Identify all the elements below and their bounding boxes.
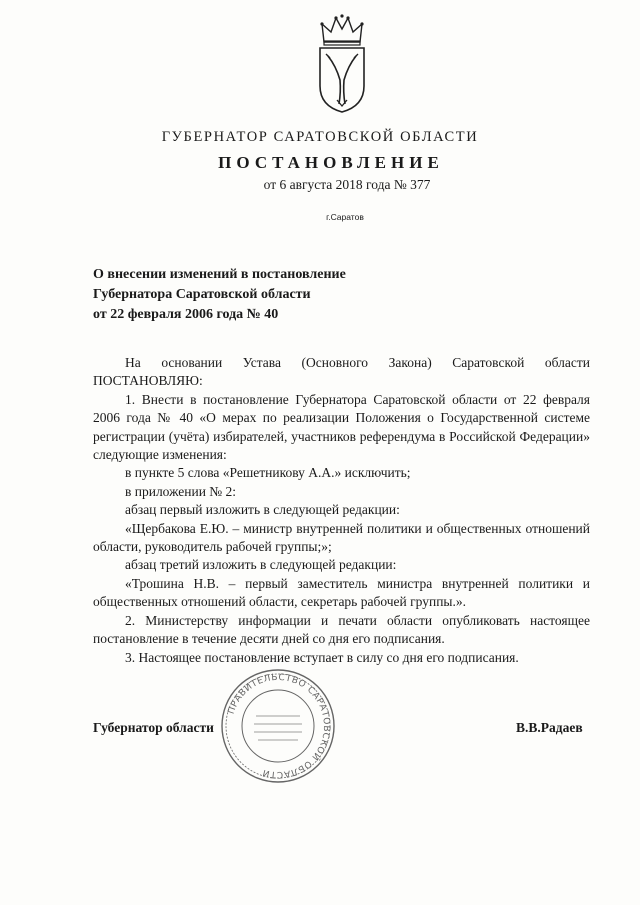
issuing-authority: ГУБЕРНАТОР САРАТОВСКОЙ ОБЛАСТИ <box>161 129 479 145</box>
body-paragraph: абзац третий изложить в следующей редакции: <box>125 557 397 573</box>
body-paragraph: «Щербакова Е.Ю. – министр внутренней политики и общественных отношений области, руководитель рабочей группы;»; <box>93 520 590 555</box>
title-line: от 22 февраля 2006 года № 40 <box>93 307 279 322</box>
body-paragraph: 1. Внести в постановление Губернатора Саратовской области от 22 февраля 2006 года № 40 «О мерах по реализации Положения о Государственной системе регистрации (учёта) избирателей, участников референдума в Российской Федерации» следующие изменения: <box>93 391 590 463</box>
signer-position: Губернатор области <box>93 720 214 735</box>
coat-of-arms-icon <box>314 14 370 114</box>
title-line: Губернатора Саратовской области <box>93 287 311 302</box>
official-seal-stamp <box>218 666 338 786</box>
body-paragraph: «Трошина Н.В. – первый заместитель министра внутренней политики и общественных отношений области, секретарь рабочей группы.». <box>93 575 590 610</box>
body-paragraph: в приложении № 2: <box>125 483 237 499</box>
issue-city: г.Саратов <box>326 212 364 222</box>
seal-ring-text: ПРАВИТЕЛЬСТВО САРАТОВСКОЙ ОБЛАСТИ <box>226 672 332 780</box>
document-title <box>93 265 346 325</box>
body-paragraph: На основании Устава (Основного Закона) Саратовской области ПОСТАНОВЛЯЮ: <box>93 355 590 389</box>
title-line: О внесении изменений в постановление <box>93 267 346 282</box>
document-type: ПОСТАНОВЛЕНИЕ <box>218 153 444 172</box>
body-paragraph: 2. Министерству информации и печати области опубликовать настоящее постановление в течение десяти дней со дня его подписания. <box>93 612 590 647</box>
document-date-number: от 6 августа 2018 года № 377 <box>263 177 431 192</box>
document-body <box>93 354 590 667</box>
body-paragraph: 3. Настоящее постановление вступает в силу со дня его подписания. <box>125 649 519 665</box>
body-paragraph: в пункте 5 слова «Решетникову А.А.» исключить; <box>125 465 411 481</box>
signer-name: В.В.Радаев <box>516 720 583 735</box>
body-paragraph: абзац первый изложить в следующей редакции: <box>125 502 400 518</box>
